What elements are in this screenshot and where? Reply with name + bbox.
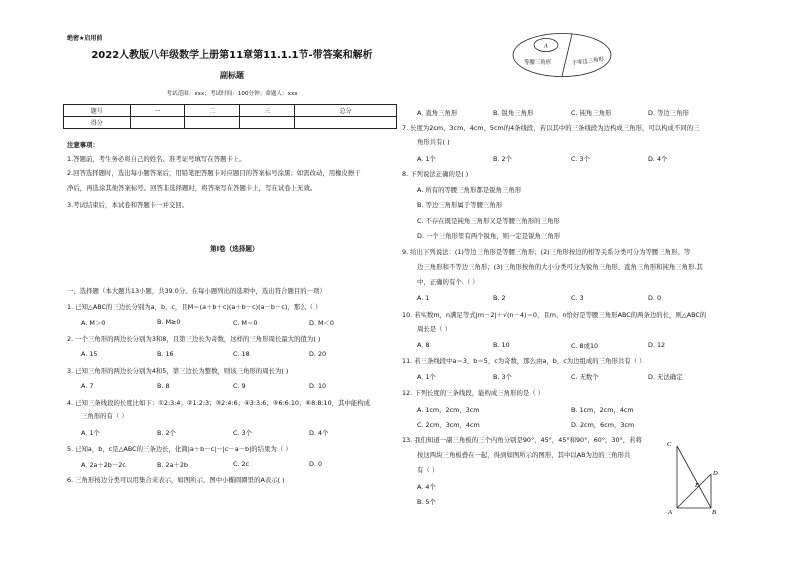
option[interactable]: C. 钝角三角形 (571, 109, 612, 117)
score-cell[interactable] (240, 117, 295, 129)
option[interactable]: A. 7 (81, 382, 94, 390)
outer-ellipse (513, 34, 611, 77)
option[interactable]: B. 8 (157, 382, 170, 390)
option[interactable]: D. M＜0 (309, 319, 334, 327)
option[interactable]: B. 2 (493, 294, 506, 302)
label-c: C (667, 441, 672, 448)
option[interactable]: D. 无法确定 (648, 373, 683, 381)
note-item: 净后，再选涂其他答案标号。回答非选择题时，将答案写在答题卡上，写在试卷上无效。 (67, 184, 317, 192)
question-text: 角形共有( ) (417, 138, 450, 146)
option[interactable]: B. 10 (493, 341, 510, 349)
question-text: 周长是（ ） (417, 325, 451, 333)
triangle-figure (665, 438, 725, 518)
option[interactable]: A. 2a＋2b－2c (81, 461, 126, 469)
option[interactable]: C. 3个 (571, 155, 590, 163)
option[interactable]: C. 无数个 (571, 373, 599, 381)
option[interactable]: D. 4个 (648, 155, 668, 163)
option[interactable]: C. 3 (571, 294, 584, 302)
score-cell[interactable] (130, 117, 185, 129)
label-e: E (695, 482, 699, 489)
question-text: 9. 给出下列说法：(1)等边三角形是等腰三角形；(2)三角形按边的相等关系分类可分为等腰三角形、等 (402, 248, 691, 256)
section-instruction: 一、选择题（本大题共13小题，共39.0分。在每小题列出的选项中，选出符合题目的一项） (67, 287, 326, 295)
notes-heading: 注意事项： (67, 141, 99, 149)
question-text: 6. 三角形按边分类可以用集合来表示，如图所示，图中小椭圆圈里的A表示( ) (67, 476, 285, 484)
option[interactable]: C. M＝0 (233, 319, 258, 327)
exam-title: 2022人教版八年级数学上册第11章第11.1.1节-带答案和解析 (91, 50, 373, 61)
label-d: D (713, 470, 718, 477)
label-a: A (668, 509, 672, 516)
option[interactable]: D. 10 (309, 382, 327, 390)
venn-diagram (512, 32, 612, 78)
option[interactable]: D. 0 (309, 460, 323, 468)
option[interactable]: B. 锐角三角形 (493, 109, 534, 117)
option[interactable]: B. 等边三角形属于等腰三角形 (417, 201, 503, 209)
option[interactable]: D. 12 (648, 341, 666, 349)
option[interactable]: D. 2cm，6cm，3cm (571, 421, 635, 429)
question-text: 2. 一个三角形的两边长分别为3和8，且第三边长为奇数，这样的三角形周长最大的值为( ) (67, 335, 321, 343)
score-cell[interactable] (185, 117, 240, 129)
subtitle: 副标题 (220, 71, 244, 80)
note-item: 2.回答选择题时，选出每小题答案后，用铅笔把答题卡对应题目的答案标号涂黑；如需改动，用橡皮擦干 (67, 169, 361, 177)
question-text: 有（ ） (417, 466, 439, 474)
option[interactable]: C. 不存在既是钝角三角形又是等腰三角形的三角形 (417, 217, 560, 225)
question-text: 8. 下列说法正确的是( ) (402, 170, 469, 178)
question-text: 1. 已知△ABC的三边长分别为a，b，c，且M＝(a＋b＋c)(a＋b－c)(a－b－c)，那么（ ） (67, 303, 322, 311)
score-cell: 总分 (295, 105, 397, 117)
option[interactable]: A. M＞0 (81, 319, 106, 327)
question-text: 12. 下列长度的三条线段，能构成三角形的是（ ） (402, 389, 545, 397)
option[interactable]: D. 一个三角形里有两个锐角，则一定是锐角三角形 (417, 232, 561, 240)
note-item: 3.考试结束后，本试卷和答题卡一并交回。 (67, 201, 189, 209)
score-cell: 三 (240, 105, 295, 117)
option[interactable]: A. 4个 (417, 483, 436, 491)
divider-line (562, 34, 572, 76)
option[interactable]: A. 1个 (417, 155, 436, 163)
question-text: 5. 已知a，b，c是△ABC的三条边长，化简|a＋b－c|－|c－a－b|的结果为（ ） (67, 445, 292, 453)
score-cell[interactable] (295, 117, 397, 129)
score-cell: 题号 (64, 105, 131, 117)
option[interactable]: B. 2个 (157, 429, 176, 437)
venn-label-a: A (544, 43, 548, 50)
exam-info: 考试范围：xxx；考试时间：100分钟；命题人：xxx (166, 91, 298, 97)
question-text: 4. 已知三条线段的长度比如下：①2:3:4；②1:2:3；③2:4:6；④3:3:6；⑤6:6:10；⑥8:8:10，其中能构成 (67, 399, 371, 407)
option[interactable]: B. 1cm，2cm，4cm (571, 406, 634, 414)
option[interactable]: C. 8或10 (571, 342, 599, 350)
option[interactable]: C. 3个 (233, 429, 252, 437)
score-header-row (64, 105, 397, 117)
option[interactable]: A. 8 (417, 341, 430, 349)
question-text: 13. 我们知道一副三角板的三个内角分别是90°，45°，45°和90°，60°，30°，若将 (402, 436, 642, 444)
option[interactable]: C. 2c (233, 460, 250, 468)
option[interactable]: B. M≥0 (157, 318, 181, 326)
question-text: 11. 若三条线段中a＝3，b＝5，c为奇数，那么由a，b，c为边组成的三角形共有（ ） (402, 357, 646, 365)
question-text: 边三角形和不等边三角形；(3)三角形按角的大小分类可分为锐角三角形、直角三角形和钝角三角形.其 (417, 263, 703, 271)
label-b: B (712, 509, 716, 516)
option[interactable]: A. 1 (417, 294, 430, 302)
venn-label-left: 等腰三角形 (524, 60, 551, 66)
option[interactable]: B. 2个 (493, 155, 512, 163)
option[interactable]: A. 直角三角形 (417, 109, 458, 117)
note-item: 1.答题前，考生务必将自己的姓名、准考证号填写在答题卡上。 (67, 155, 246, 163)
option[interactable]: A. 1个 (417, 373, 436, 381)
segment-cb (677, 446, 711, 508)
score-value-row (64, 117, 397, 129)
score-cell: 一 (130, 105, 185, 117)
question-text: 7. 长度为2cm、3cm、4cm、5cm的4条线段，若以其中的三条线段为边构成三角形，可以构成不同的三 (402, 124, 700, 132)
score-cell: 得分 (64, 117, 131, 129)
question-text: 三角形的有（ ） (81, 412, 128, 420)
option[interactable]: A. 所有的等腰三角形都是锐角三角形 (417, 186, 522, 194)
option[interactable]: A. 1cm，2cm，3cm (417, 406, 480, 414)
option[interactable]: C. 2cm，3cm，4cm (417, 421, 480, 429)
option[interactable]: C. 9 (233, 382, 246, 390)
question-text: 3. 已知三角形的两边长分别为4和5，第三边长为整数，则该三角形的周长为( ) (67, 367, 289, 375)
option[interactable]: B. 16 (157, 350, 174, 358)
option[interactable]: D. 0 (648, 294, 662, 302)
score-table (63, 104, 397, 129)
segment-ad (677, 474, 711, 508)
option[interactable]: D. 20 (309, 350, 327, 358)
option[interactable]: B. 5个 (417, 498, 436, 506)
option[interactable]: B. 2a＋2b (157, 461, 188, 469)
section-title: 第I卷（选择题） (210, 245, 259, 253)
option[interactable]: A. 1个 (81, 429, 100, 437)
option[interactable]: D. 等边三角形 (648, 109, 689, 117)
option[interactable]: A. 15 (81, 350, 98, 358)
venn-label-right: 不等边三角形 (571, 56, 605, 67)
secret-label: 绝密★启用前 (67, 35, 103, 42)
question-text: 按这两块三角板叠在一起，得到如图所示的图形，其中以AB为边的三角形共 (417, 451, 631, 459)
question-text: 10. 若实数m，n满足等式|m－2|＋√(n－4)＝0，且m，n恰好是等腰三角形ABC的两条边的长，则△ABC的 (402, 311, 707, 319)
option[interactable]: B. 3个 (493, 373, 512, 381)
option[interactable]: C. 18 (233, 350, 250, 358)
option[interactable]: D. 4个 (309, 429, 329, 437)
question-text: 中，正确的有个.（ ） (417, 278, 479, 286)
score-cell: 二 (185, 105, 240, 117)
